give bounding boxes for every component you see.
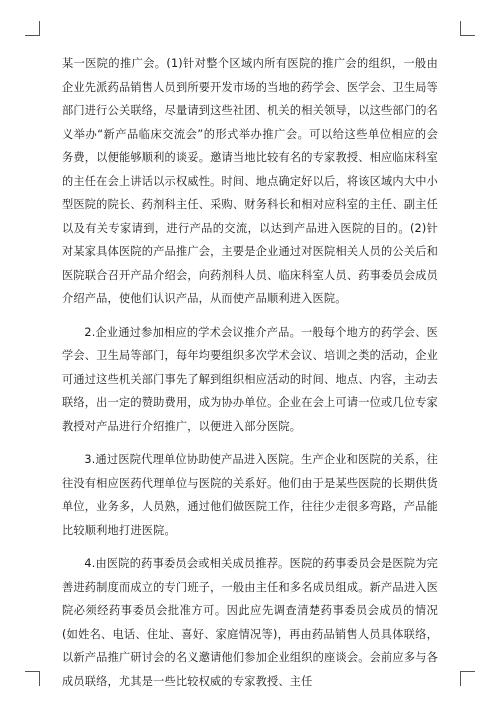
crop-mark-top-left bbox=[25, 21, 40, 36]
crop-mark-bottom-left bbox=[25, 671, 40, 686]
paragraph-4: 4.由医院的药事委员会或相关成员推荐。医院的药事委员会是医院为完善进药制度而成立的专门班子，一般由主任和多名成员组成。新产品进入医院必须经药事委员会批准方可。因此应先调查清楚药事委员会成员的情况(如姓名、电话、住址、喜好、家庭情况等)，再由药品销售人员具体联络，以新产品推广研讨会的名义邀请他们参加企业组织的座谈会。会前应多与各成员联络，尤其是一些比较权威的专家教授、主任 bbox=[62, 557, 438, 688]
paragraph-1: 某一医院的推广会。(1)针对整个区域内所有医院的推广会的组织，一般由企业先派药品销售人员到所要开发市场的当地的药学会、医学会、卫生局等部门进行公关联络，尽量请到这些社团、机关的相关领导，以这些部门的名义举办“新产品临床交流会”的形式举办推广会。可以给这些单位相应的会务费，以便能够顺利的谈妥。邀请当地比较有名的专家教授、相应临床科室的主任在会上讲话以示权威性。时间、地点确定好以后，将该区域内大中小型医院的院长、药剂科主任、采购、财务科长和相对应科室的主任、副主任以及有关专家请到，进行产品的交流，以达到产品进入医院的目的。(2)针对某家具体医院的产品推广会，主要是企业通过对医院相关人员的公关后和医院联合召开产品介绍会，向药剂科人员、临床科室人员、药事委员会成员介绍产品，使他们认识产品，从而使产品顺利进入医院。 bbox=[62, 57, 438, 305]
document-body bbox=[62, 52, 438, 693]
crop-mark-bottom-right bbox=[460, 671, 475, 686]
paragraph-3: 3.通过医院代理单位协助使产品进入医院。生产企业和医院的关系，往往没有相应医药代理单位与医院的关系好。他们由于是某些医院的长期供货单位，业务多，人员熟，通过他们做医院工作，往往少走很多弯路，产品能比较顺利地打进医院。 bbox=[62, 453, 438, 537]
crop-mark-top-right bbox=[460, 21, 475, 36]
paragraph-2: 2.企业通过参加相应的学术会议推介产品。一般每个地方的药学会、医学会、卫生局等部门，每年均要组织多次学术会议、培训之类的活动，企业可通过这些机关部门事先了解到组织相应活动的时间、地点、内容，主动去联络，出一定的赞助费用，成为协办单位。企业在会上可请一位或几位专家教授对产品进行介绍推广，以便进入部分医院。 bbox=[62, 325, 438, 433]
